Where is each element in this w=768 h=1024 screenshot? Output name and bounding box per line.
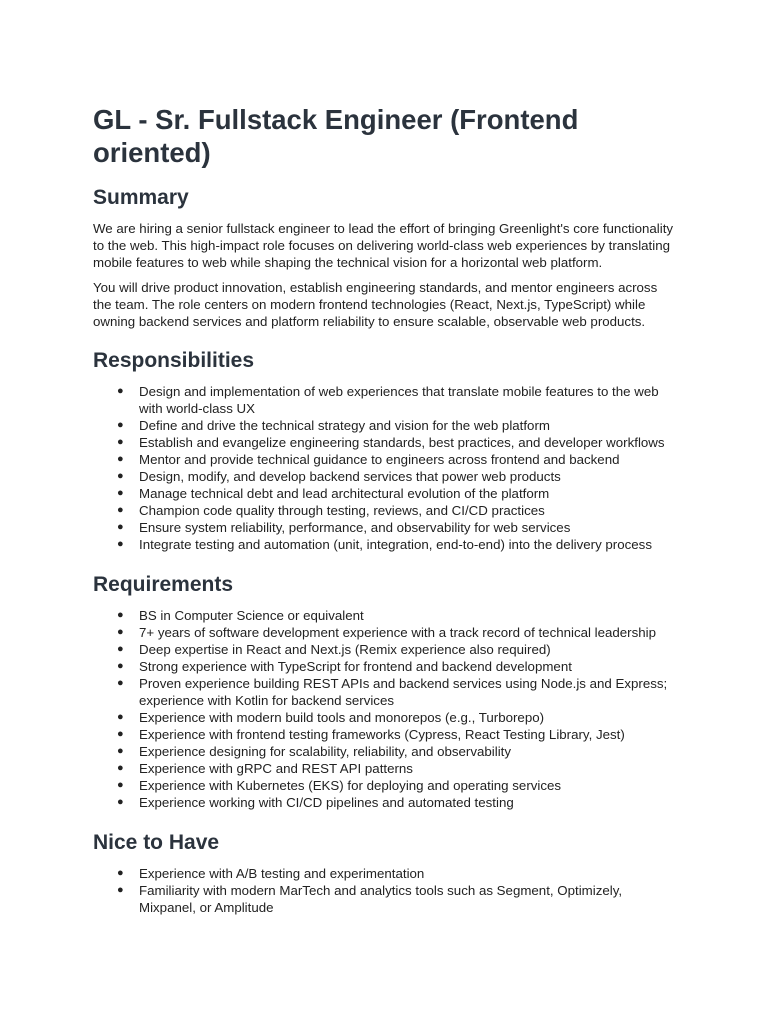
list-item xyxy=(93,536,679,553)
bullet-icon: ● xyxy=(117,385,124,397)
bullet-icon: ● xyxy=(117,609,124,621)
list-item-text: Design and implementation of web experiences that translate mobile features to the web with world-class UX xyxy=(139,384,659,416)
list-item xyxy=(93,777,679,794)
requirements-list xyxy=(93,607,688,811)
bullet-icon: ● xyxy=(117,677,124,689)
list-item-text: Define and drive the technical strategy and vision for the web platform xyxy=(139,418,550,433)
bullet-icon: ● xyxy=(117,884,124,896)
bullet-icon: ● xyxy=(117,779,124,791)
bullet-icon: ● xyxy=(117,419,124,431)
list-item xyxy=(93,760,679,777)
list-item xyxy=(93,485,679,502)
list-item-text: Manage technical debt and lead architectural evolution of the platform xyxy=(139,486,550,501)
page-title: GL - Sr. Fullstack Engineer (Frontend oriented) xyxy=(93,104,579,168)
bullet-icon: ● xyxy=(117,626,124,638)
bullet-icon: ● xyxy=(117,470,124,482)
list-item xyxy=(93,519,679,536)
list-item-text: Champion code quality through testing, reviews, and CI/CD practices xyxy=(139,503,545,518)
list-item-text: Deep expertise in React and Next.js (Remix experience also required) xyxy=(139,642,551,657)
list-item xyxy=(93,624,679,641)
list-item-text: Experience designing for scalability, reliability, and observability xyxy=(139,744,512,759)
nice-to-have-heading: Nice to Have xyxy=(93,831,220,854)
nice-to-have-section xyxy=(93,831,688,916)
bullet-icon: ● xyxy=(117,643,124,655)
list-item xyxy=(93,675,679,709)
summary-paragraph-1: We are hiring a senior fullstack engineer to lead the effort of bringing Greenlight's core functionality to the web. This high-impact role focuses on delivering world-class web experiences by translating mobile features to web while shaping the technical vision for a horizontal web platform. xyxy=(93,221,674,270)
list-item-text: 7+ years of software development experience with a track record of technical leadership xyxy=(139,625,657,640)
bullet-icon: ● xyxy=(117,711,124,723)
bullet-icon: ● xyxy=(117,504,124,516)
bullet-icon: ● xyxy=(117,436,124,448)
summary-heading: Summary xyxy=(93,186,189,209)
list-item xyxy=(93,468,679,485)
bullet-icon: ● xyxy=(117,538,124,550)
requirements-heading: Requirements xyxy=(93,573,234,596)
list-item xyxy=(93,502,679,519)
list-item xyxy=(93,607,679,624)
list-item xyxy=(93,794,679,811)
bullet-icon: ● xyxy=(117,487,124,499)
list-item xyxy=(93,865,679,882)
list-item-text: Experience with A/B testing and experimentation xyxy=(139,866,425,881)
list-item xyxy=(93,451,679,468)
list-item xyxy=(93,743,679,760)
list-item-text: Ensure system reliability, performance, and observability for web services xyxy=(139,520,571,535)
list-item-text: Integrate testing and automation (unit, integration, end-to-end) into the delivery process xyxy=(139,537,652,552)
list-item-text: Design, modify, and develop backend services that power web products xyxy=(139,469,561,484)
list-item xyxy=(93,658,679,675)
list-item-text: Experience with Kubernetes (EKS) for deploying and operating services xyxy=(139,778,562,793)
list-item-text: Establish and evangelize engineering standards, best practices, and developer workflows xyxy=(139,435,665,450)
list-item xyxy=(93,383,679,417)
list-item-text: Strong experience with TypeScript for frontend and backend development xyxy=(139,659,572,674)
list-item-text: Familiarity with modern MarTech and analytics tools such as Segment, Optimizely, Mixpanel, or Amplitude xyxy=(139,883,623,915)
responsibilities-section xyxy=(93,349,688,553)
list-item xyxy=(93,417,679,434)
list-item xyxy=(93,726,679,743)
list-item xyxy=(93,641,679,658)
list-item-text: Proven experience building REST APIs and backend services using Node.js and Express; experience with Kotlin for backend services xyxy=(139,676,668,708)
list-item xyxy=(93,434,679,451)
requirements-section xyxy=(93,573,688,811)
bullet-icon: ● xyxy=(117,521,124,533)
responsibilities-heading: Responsibilities xyxy=(93,349,255,372)
list-item-text: Mentor and provide technical guidance to engineers across frontend and backend xyxy=(139,452,620,467)
bullet-icon: ● xyxy=(117,728,124,740)
list-item-text: Experience with frontend testing frameworks (Cypress, React Testing Library, Jest) xyxy=(139,727,625,742)
list-item-text: Experience working with CI/CD pipelines and automated testing xyxy=(139,795,514,810)
list-item xyxy=(93,709,679,726)
bullet-icon: ● xyxy=(117,453,124,465)
bullet-icon: ● xyxy=(117,660,124,672)
summary-paragraph-2: You will drive product innovation, establish engineering standards, and mentor engineers across the team. The role centers on modern frontend technologies (React, Next.js, TypeScript) while owning backend services and platform reliability to ensure scalable, observable web products. xyxy=(93,280,658,329)
bullet-icon: ● xyxy=(117,796,124,808)
summary-section xyxy=(93,186,688,330)
list-item-text: Experience with modern build tools and monorepos (e.g., Turborepo) xyxy=(139,710,545,725)
nice-to-have-list xyxy=(93,865,688,916)
bullet-icon: ● xyxy=(117,762,124,774)
list-item xyxy=(93,882,679,916)
bullet-icon: ● xyxy=(117,867,124,879)
bullet-icon: ● xyxy=(117,745,124,757)
list-item-text: Experience with gRPC and REST API patterns xyxy=(139,761,413,776)
responsibilities-list xyxy=(93,383,688,553)
list-item-text: BS in Computer Science or equivalent xyxy=(139,608,364,623)
